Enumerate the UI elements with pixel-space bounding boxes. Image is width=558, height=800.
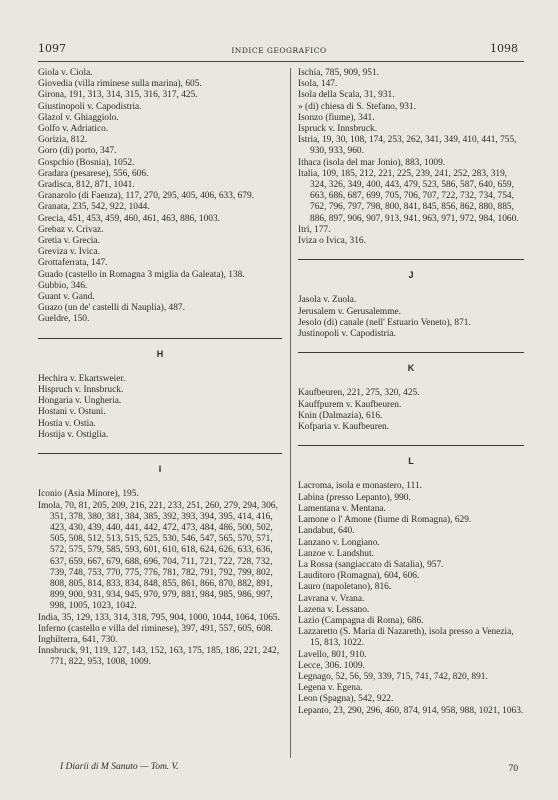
index-entry: Lauro (napoletano), 816.	[298, 582, 392, 593]
section-letter: I	[38, 453, 282, 475]
index-entry: Justinopoli v. Capodistria.	[298, 329, 396, 340]
index-entry: Grecia, 451, 453, 459, 460, 461, 463, 886, 1003.	[38, 213, 221, 224]
left-column	[38, 68, 282, 669]
footer-citation: I Diarii di M Sanuto — Tom. V.	[60, 762, 179, 772]
index-entry: Golfo v. Adriatico.	[38, 124, 109, 135]
index-entry: Labina (presso Lepanto), 990.	[298, 492, 411, 503]
section-letter: J	[298, 259, 524, 281]
index-entry: Inferno (castello e villa del riminese), 397, 491, 557, 605, 608.	[38, 623, 273, 634]
index-entry: Hostija v. Ostiglia.	[38, 429, 109, 440]
right-column	[298, 68, 524, 717]
index-entry: Jasola v. Zuola.	[298, 295, 357, 306]
running-title: INDICE GEOGRAFICO	[231, 46, 327, 55]
header-rule	[38, 61, 524, 62]
index-entry: Hostia v. Ostia.	[38, 418, 96, 429]
index-entry: Glazol v. Ghiaggiolo.	[38, 112, 119, 123]
index-entry: Gretia v. Grecia.	[38, 236, 100, 247]
index-entry: Kofparia v. Kaufbeuren.	[298, 422, 390, 433]
index-entry: Granata, 235, 542, 922, 1044.	[38, 202, 150, 213]
index-entry: Goro (di) porto, 347.	[38, 146, 117, 157]
index-entry: Lacroma, isola e monastero, 111.	[298, 481, 423, 492]
index-entry: Hostani v. Ostuni.	[38, 407, 106, 418]
index-entry: Innsbruck, 91, 119, 127, 143, 152, 163, 175, 185, 186, 221, 242, 771, 822, 953, 1008, 1009.	[38, 646, 280, 668]
index-entry: La Rossa (sangiaccato di Satalia), 957.	[298, 559, 444, 570]
index-entry: Lanzano v. Longiano.	[298, 537, 380, 548]
index-entry: Hongaria v. Ungheria.	[38, 396, 122, 407]
index-entry: India, 35, 129, 133, 314, 318, 795, 904, 1000, 1044, 1064, 1065.	[38, 612, 280, 623]
section-letter: K	[298, 352, 524, 374]
index-entry: Knin (Dalmazia), 616.	[298, 410, 383, 421]
index-entry: Kaufbeuren, 221, 275, 320, 425.	[298, 388, 420, 399]
index-entry: Gradisca, 812, 871, 1041.	[38, 180, 135, 191]
index-entry: Itri, 177.	[298, 224, 331, 235]
index-entry: Lamentana v. Mentana.	[298, 503, 386, 514]
index-entry: Hispruch v. Innsbruck.	[38, 385, 124, 396]
index-entry: Ispruck v. Innsbruck.	[298, 124, 378, 135]
index-entry: Jerusalem v. Gerusalemme.	[298, 306, 402, 317]
index-entry: Guant v. Gand.	[38, 292, 95, 303]
index-entry: Lazio (Campagna di Roma), 686.	[298, 615, 424, 626]
index-entry: Lauditoro (Romagna), 604, 606.	[298, 571, 420, 582]
index-entry: Hechira v. Ekartsweier.	[38, 373, 126, 384]
index-entry: Lazena v. Lessano.	[298, 604, 370, 615]
index-entry: Lavrana v. Vrana.	[298, 593, 365, 604]
index-entry: Iconio (Asia Minore), 195.	[38, 489, 139, 500]
index-entry: Iviza o Ivica, 316.	[298, 236, 366, 247]
index-entry: Girona, 191, 313, 314, 315, 316, 317, 425.	[38, 90, 198, 101]
left-page-number: 1097	[38, 42, 66, 55]
index-entry: Giustinopoli v. Capodistria.	[38, 101, 142, 112]
index-entry: Grebaz v. Crivaz.	[38, 224, 104, 235]
index-entry: Gueldre, 150.	[38, 314, 90, 325]
index-entry: Italia, 109, 185, 212, 221, 225, 239, 241, 252, 283, 319, 324, 326, 349, 400, 443, 479, 523, 586, 587, 640, 659, 663, 686, 687, 699, 705, 706, 707, 722, 732, 734, 754, 762, 796, 797, 798, 800, 841, 845, 856, 862, 880, 885, 886, 897, 906, 907, 913, 941, 963, 971, 972, 984, 1060.	[298, 168, 519, 224]
index-entry: Giola v. Ciola.	[38, 68, 93, 78]
right-page-number: 1098	[490, 42, 518, 55]
index-entry: Greviza v. Ivica.	[38, 247, 100, 258]
index-entry: Grottaferrata, 147.	[38, 258, 108, 269]
index-entry: Kauffpurem v. Kaufbeuren.	[298, 399, 402, 410]
index-entry: Gubbio, 346.	[38, 280, 88, 291]
index-entry: Lepanto, 23, 290, 296, 460, 874, 914, 958, 988, 1021, 1063.	[298, 705, 524, 716]
index-entry: Isonzo (fiume), 341.	[298, 112, 375, 123]
index-entry: Ithaca (isola del mar Jonio), 883, 1009.	[298, 157, 446, 168]
index-entry: Legena v. Egena.	[298, 683, 363, 694]
section-letter: H	[38, 338, 282, 360]
index-entry: Inghilterra, 641, 730.	[38, 634, 118, 645]
index-entry: Isola, 147.	[298, 79, 338, 90]
footer-signature: 70	[508, 764, 518, 774]
index-entry: Isola della Scala, 31, 931.	[298, 90, 395, 101]
index-entry: Lamone o l' Amone (fiume di Romagna), 629.	[298, 515, 472, 526]
index-entry: Lecce, 306. 1009.	[298, 660, 365, 671]
index-entry: Ischia, 785, 909, 951.	[298, 68, 379, 78]
index-entry: Granarolo (di Faenza), 117, 270, 295, 405, 406, 633, 679.	[38, 191, 255, 202]
index-entry: Legnago, 52, 56, 59, 339, 715, 741, 742, 820, 891.	[298, 671, 488, 682]
index-entry: Lanzoe v. Landshut.	[298, 548, 374, 559]
column-divider	[290, 68, 291, 758]
index-entry: » (di) chiesa di S. Stefano, 931.	[298, 101, 416, 112]
index-entry: Landabut, 640.	[298, 526, 355, 537]
index-entry: Giovedia (villa riminese sulla marina), 605.	[38, 79, 202, 90]
index-entry: Gospchio (Bosnia), 1052.	[38, 157, 135, 168]
index-entry: Jesolo (di) canale (nell' Estuario Veneto), 871.	[298, 317, 471, 328]
section-letter: L	[298, 445, 524, 467]
index-entry: Leon (Spagna), 542, 922.	[298, 694, 394, 705]
index-entry: Guado (castello in Romagna 3 miglia da Galeata), 138.	[38, 269, 245, 280]
index-entry: Lazzaretto (S. Maria di Nazareth), isola presso a Venezia, 15, 813, 1022.	[298, 627, 514, 649]
index-entry: Gradara (pesarese), 556, 606.	[38, 168, 149, 179]
index-entry: Lavello, 801, 910.	[298, 649, 367, 660]
index-entry: Gorizia, 812.	[38, 135, 88, 146]
index-entry: Guazo (un de' castelli di Nauplia), 487.	[38, 303, 185, 314]
index-entry: Imola, 70, 81, 205, 209, 216, 221, 233, 251, 260, 279, 294, 306, 351, 378, 380, 381, 384, 385, 392, 393, 394, 395, 414, 416, 423, 430, 439, 440, 441, 442, 472, 473, 484, 486, 500, 502, 505, 508, 512, 513, 515, 525, 530, 546, 547, 565, 570, 571, 572, 575, 579, 585, 593, 601, 610, 618, 624, 626, 633, 636, 637, 659, 667, 679, 688, 696, 704, 711, 721, 722, 728, 732, 739, 748, 753, 770, 775, 776, 781, 782, 791, 792, 799, 802, 808, 805, 814, 833, 834, 848, 855, 861, 866, 870, 882, 891, 899, 900, 931, 934, 945, 970, 979, 881, 984, 985, 986, 997, 998, 1005, 1023, 1042.	[38, 500, 278, 612]
index-entry: Istria, 19, 30, 108, 174, 253, 262, 341, 349, 410, 441, 755, 930, 933, 960.	[298, 135, 517, 157]
